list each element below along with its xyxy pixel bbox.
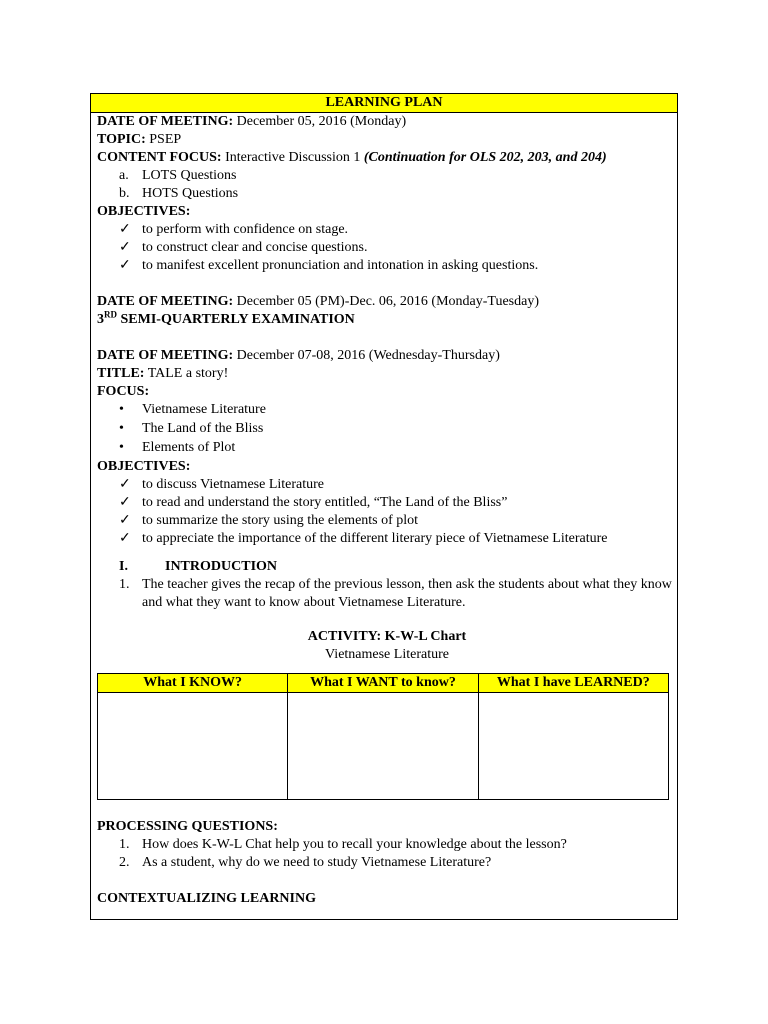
objective-item [97,494,677,512]
numbered-item [97,836,677,854]
learning-plan-sheet [90,93,678,920]
meeting-1-date [97,113,677,131]
focus-item-text: The Land of the Bliss [142,421,264,436]
section-title: INTRODUCTION [165,559,278,574]
item-number: 1. [119,837,130,852]
checkmark-icon: ✓ [119,258,131,273]
objective-text: to manifest excellent pronunciation and intonation in asking questions. [142,258,539,273]
kwl-body-row [98,693,669,800]
spacer [97,275,677,293]
activity-title: ACTIVITY: K-W-L Chart [307,629,467,644]
list-marker: a. [119,168,129,183]
content-focus-label: CONTENT FOCUS: [97,150,222,165]
list-marker: b. [119,186,130,201]
objective-text: to discuss Vietnamese Literature [142,477,325,492]
objectives-heading: OBJECTIVES: [97,204,191,219]
date-label: DATE OF MEETING: [97,114,234,129]
date-value: December 05 (PM)-Dec. 06, 2016 (Monday-Tuesday) [233,294,539,309]
content-focus-value: Interactive Discussion 1 [221,150,364,165]
checkmark-icon: ✓ [119,531,131,546]
list-item-text: HOTS Questions [142,186,239,201]
kwl-chart [97,673,669,800]
item-text: The teacher gives the recap of the previous lesson, then ask the students about what they know and what they want to know about Vietnamese Literature. [142,577,672,610]
bullet-icon: • [119,440,124,455]
exam-number: 3 [97,312,104,327]
title-value: TALE a story! [144,366,229,381]
list-item-text: LOTS Questions [142,168,237,183]
spacer [97,872,677,890]
objective-text: to read and understand the story entitled, “The Land of the Bliss” [142,495,508,510]
learning-plan-title: LEARNING PLAN [91,94,677,113]
kwl-header-row [98,674,669,693]
list-item [97,167,677,185]
item-number: 1. [119,577,130,592]
checkmark-icon: ✓ [119,495,131,510]
bullet-icon: • [119,402,124,417]
objective-item [97,476,677,494]
objective-text: to construct clear and concise questions. [142,240,368,255]
spacer [97,800,677,818]
focus-item-text: Vietnamese Literature [142,402,266,417]
exam-heading [97,311,677,329]
objective-text: to summarize the story using the elements of plot [142,513,419,528]
meeting-2-date [97,293,677,311]
topic-label: TOPIC: [97,132,146,147]
spacer [97,329,677,347]
item-text: How does K-W-L Chat help you to recall your knowledge about the lesson? [142,837,567,852]
spacer [97,612,677,628]
numbered-item [97,576,677,612]
activity-subtitle: Vietnamese Literature [325,647,449,662]
objective-item [97,530,677,548]
objective-text: to perform with confidence on stage. [142,222,349,237]
kwl-cell-know [98,693,288,800]
exam-ordinal: RD [104,309,117,320]
objective-item [97,512,677,530]
topic-value: PSEP [145,132,182,147]
focus-item [97,439,677,458]
focus-item-text: Elements of Plot [142,440,236,455]
objective-item [97,221,677,239]
focus-item [97,420,677,439]
date-label: DATE OF MEETING: [97,348,234,363]
meeting-3-date [97,347,677,365]
kwl-header-want: What I WANT to know? [288,674,478,693]
objectives-heading: OBJECTIVES: [97,459,191,474]
numbered-item [97,854,677,872]
kwl-header-know: What I KNOW? [98,674,288,693]
date-label: DATE OF MEETING: [97,294,234,309]
item-text: As a student, why do we need to study Vietnamese Literature? [142,855,492,870]
objective-item [97,257,677,275]
date-value: December 05, 2016 (Monday) [233,114,407,129]
checkmark-icon: ✓ [119,240,131,255]
processing-questions-heading: PROCESSING QUESTIONS: [97,819,278,834]
introduction-heading [97,558,677,576]
meeting-1-content-focus [97,149,677,167]
focus-item [97,401,677,420]
kwl-header-learned: What I have LEARNED? [478,674,668,693]
kwl-cell-want [288,693,478,800]
objective-item [97,239,677,257]
meeting-1-topic [97,131,677,149]
date-value: December 07-08, 2016 (Wednesday-Thursday) [233,348,500,363]
objective-text: to appreciate the importance of the different literary piece of Vietnamese Literature [142,531,608,546]
kwl-cell-learned [478,693,668,800]
list-item [97,185,677,203]
checkmark-icon: ✓ [119,477,131,492]
exam-title: SEMI-QUARTERLY EXAMINATION [117,312,355,327]
focus-heading: FOCUS: [97,384,150,399]
plan-content [91,113,677,908]
bullet-icon: • [119,421,124,436]
section-numeral: I. [119,559,128,574]
contextualizing-heading: CONTEXTUALIZING LEARNING [97,891,316,906]
checkmark-icon: ✓ [119,513,131,528]
content-focus-note: (Continuation for OLS 202, 203, and 204) [363,150,607,165]
title-label: TITLE: [97,366,145,381]
meeting-3-title [97,365,677,383]
checkmark-icon: ✓ [119,222,131,237]
item-number: 2. [119,855,130,870]
